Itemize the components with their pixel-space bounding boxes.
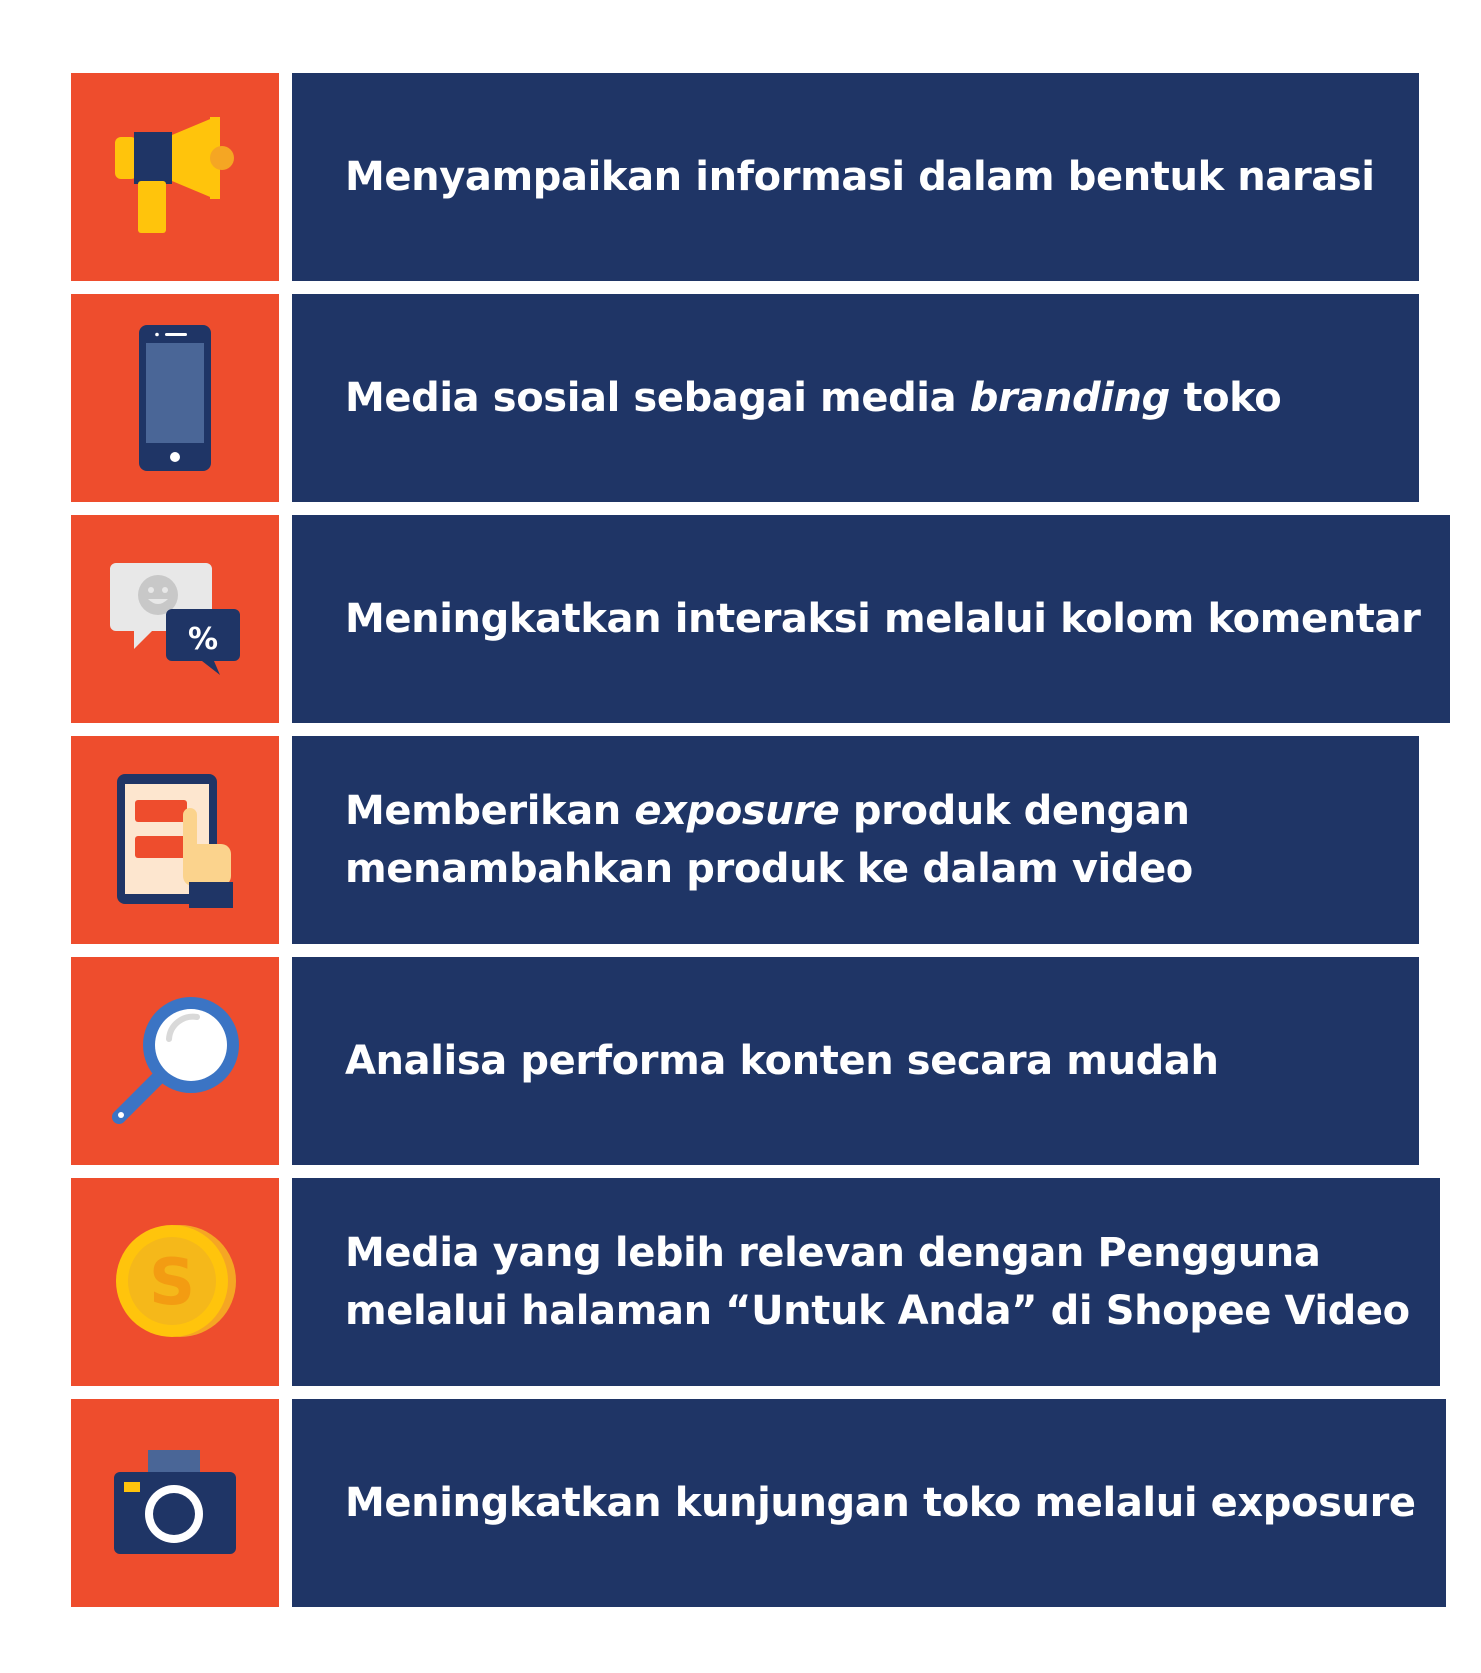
feature-text-line: Media yang lebih relevan dengan Pengguna	[345, 1230, 1321, 1276]
feature-text-line: melalui halaman “Untuk Anda” di Shopee Video	[345, 1288, 1410, 1334]
feature-row	[71, 736, 1419, 944]
feature-text-line: Analisa performa konten secara mudah	[345, 1038, 1219, 1084]
feature-text-line: menambahkan produk ke dalam video	[345, 846, 1193, 892]
feature-icon-cell	[71, 1178, 279, 1386]
feature-text-line: Media sosial sebagai media branding toko	[345, 375, 1282, 421]
feature-text	[292, 957, 1419, 1165]
feature-text-line: Meningkatkan kunjungan toko melalui exposure	[345, 1480, 1416, 1526]
feature-list	[71, 73, 1419, 1607]
feature-row	[71, 294, 1419, 502]
tablet-tap-icon	[115, 770, 235, 910]
feature-text-line: Memberikan exposure produk dengan	[345, 788, 1190, 834]
chat-bubbles-icon	[110, 559, 240, 679]
feature-text	[292, 294, 1419, 502]
feature-row	[71, 515, 1419, 723]
feature-icon-cell	[71, 294, 279, 502]
feature-row	[71, 1399, 1419, 1607]
megaphone-icon	[110, 117, 240, 237]
feature-row	[71, 957, 1419, 1165]
smartphone-icon	[135, 323, 215, 473]
coin-icon	[110, 1217, 240, 1347]
magnifier-icon	[105, 991, 245, 1131]
feature-text	[292, 515, 1450, 723]
feature-text	[292, 1399, 1446, 1607]
feature-icon-cell	[71, 515, 279, 723]
camera-icon	[110, 1448, 240, 1558]
feature-icon-cell	[71, 1399, 279, 1607]
feature-row	[71, 1178, 1419, 1386]
feature-text-line: Meningkatkan interaksi melalui kolom komentar	[345, 596, 1421, 642]
feature-text	[292, 73, 1419, 281]
feature-text-line: Menyampaikan informasi dalam bentuk narasi	[345, 154, 1375, 200]
percent-glyph: %	[187, 622, 219, 657]
feature-icon-cell	[71, 957, 279, 1165]
feature-icon-cell	[71, 73, 279, 281]
feature-text	[292, 1178, 1440, 1386]
feature-text	[292, 736, 1419, 944]
feature-icon-cell	[71, 736, 279, 944]
coin-letter: S	[148, 1246, 196, 1320]
feature-row	[71, 73, 1419, 281]
